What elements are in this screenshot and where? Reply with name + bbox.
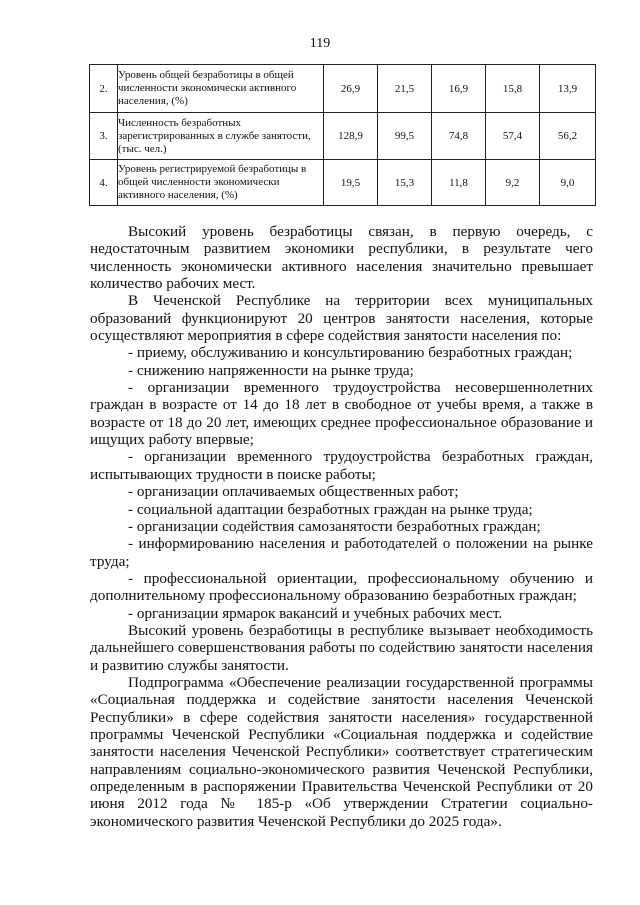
list-item: - приему, обслуживанию и консультированию безработных граждан; (128, 344, 573, 362)
table-row (90, 113, 596, 160)
list-item: - профессиональной ориентации, профессиональному обучению и дополнительному профессиональному образованию безработных граждан; (90, 569, 593, 605)
table-cell: 26,9 (324, 65, 378, 113)
table-row (90, 65, 596, 113)
list-item: - организации временного трудоустройства безработных граждан, испытывающих трудности в поиске работы; (90, 448, 593, 483)
row-number: 3. (90, 113, 118, 160)
indicator-name: Уровень общей безработицы в общей численности экономически активного населения, (%) (118, 65, 324, 113)
indicator-name: Численность безработных зарегистрированных в службе занятости, (тыс. чел.) (118, 113, 324, 160)
list-item: - организации оплачиваемых общественных работ; (128, 483, 459, 501)
table-cell: 15,8 (486, 65, 540, 113)
paragraph: Высокий уровень безработицы в республике вызывает необходимость дальнейшего совершенствования работы по содействию занятости населения и развитию службы занятости. (90, 621, 593, 674)
table-cell: 15,3 (378, 160, 432, 206)
page-number: 119 (309, 36, 331, 51)
paragraph: В Чеченской Республике на территории всех муниципальных образований функционируют 20 центров занятости населения, которые осуществляют мероприятия в сфере содействия занятости населения по: (90, 292, 593, 345)
table-cell: 19,5 (324, 160, 378, 206)
list-item: - организации содействия самозанятости безработных граждан; (128, 517, 541, 535)
paragraph: Высокий уровень безработицы связан, в первую очередь, с недостаточным развитием экономики республики, в результате чего численность экономически активного населения значительно превышает количество рабочих мест. (90, 223, 593, 293)
row-number: 2. (90, 65, 118, 113)
table-cell: 13,9 (540, 65, 596, 113)
statistics-table (89, 64, 596, 206)
table-cell: 128,9 (324, 113, 378, 160)
table-cell: 57,4 (486, 113, 540, 160)
table-cell: 9,0 (540, 160, 596, 206)
list-item: - социальной адаптации безработных граждан на рынке труда; (128, 500, 533, 518)
paragraph: Подпрограмма «Обеспечение реализации государственной программы «Социальная поддержка и содействие занятости населения Чеченской Республики» в сфере содействия занятости населения» государственной программы Чеченской Республики «Социальная поддержка и содействие занятости населения Чеченской Республики» соответствует стратегическим направлениям социально-экономического развития Чеченской Республики, определенным в распоряжении Правительства Чеченской Республики от 20 июня 2012 года № 185-р «Об утверждении Стратегии социально-экономического развития Чеченской Республики до 2025 года». (90, 673, 593, 830)
row-number: 4. (90, 160, 118, 206)
table-cell: 21,5 (378, 65, 432, 113)
list-item: - информированию населения и работодателей о положении на рынке труда; (90, 535, 593, 570)
table-cell: 11,8 (432, 160, 486, 206)
list-item: - снижению напряженности на рынке труда; (128, 361, 414, 379)
list-item: - организации временного трудоустройства несовершеннолетних граждан в возрасте от 14 до 18 лет в свободное от учебы время, а также в возрасте от 18 до 20 лет, имеющих среднее профессиональное образование и ищущих работу впервые; (90, 379, 593, 449)
table-cell: 16,9 (432, 65, 486, 113)
table-cell: 56,2 (540, 113, 596, 160)
document-body (90, 223, 593, 830)
indicator-name: Уровень регистрируемой безработицы в общей численности экономически активного населения, (%) (118, 160, 324, 206)
table-cell: 9,2 (486, 160, 540, 206)
list-item: - организации ярмарок вакансий и учебных рабочих мест. (128, 604, 503, 622)
table-cell: 99,5 (378, 113, 432, 160)
table-row (90, 160, 596, 206)
table-cell: 74,8 (432, 113, 486, 160)
